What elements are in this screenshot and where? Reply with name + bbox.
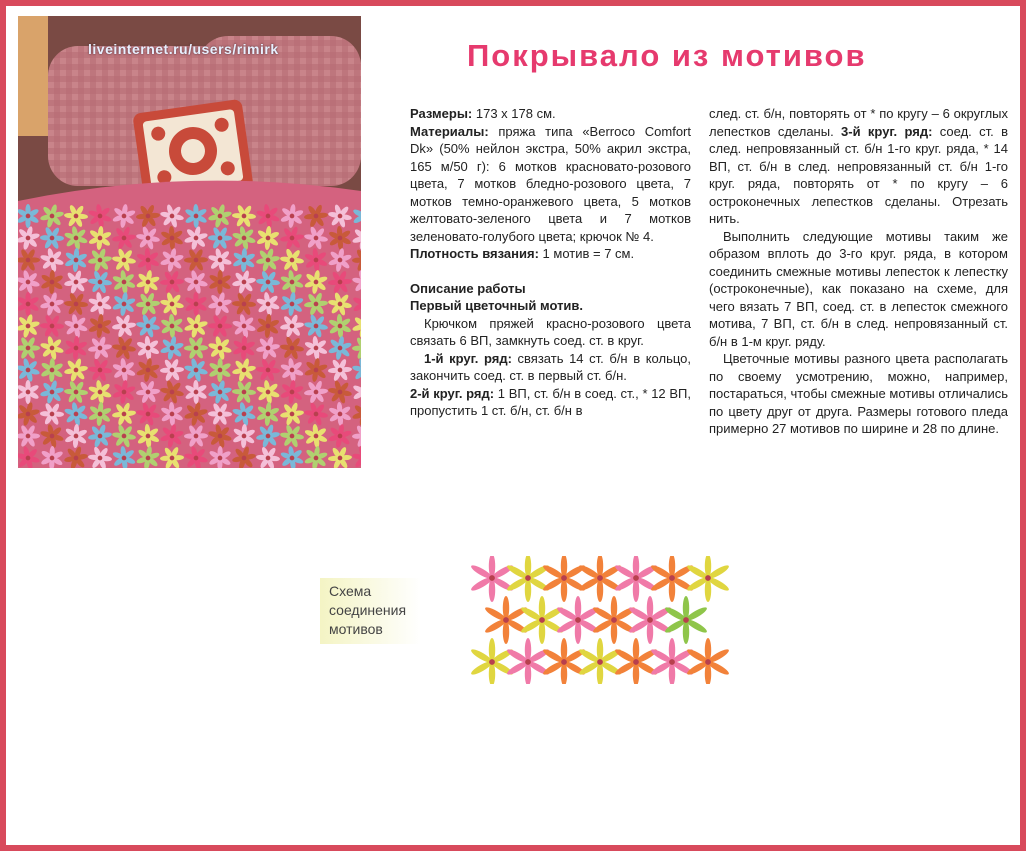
next-motifs-paragraph: Выполнить следующие мотивы таким же образом вплоть до 3-го круг. ряда, в котором соединить смежные мотивы лепесток к лепестку (остроконечные), как показано на схеме, для чего вязать 7 ВП, соед. ст. в лепесток смежного мотива, 7 ВП, ст. б/н в след. непровязанный ст. б/н в 1-м круг. ряду. [709, 228, 1008, 349]
scheme-motif [484, 596, 529, 644]
scheme-motif [520, 596, 565, 644]
scheme-label-line1: Схема [329, 583, 372, 599]
scheme-label-box [320, 578, 432, 644]
scheme-label-line3: мотивов [329, 621, 383, 637]
scheme-motif [650, 638, 695, 684]
row2-text: 1 ВП, ст. б/н в соед. ст., * 12 ВП, пропустить 1 ст. б/н, ст. б/н в [410, 385, 691, 418]
motif-joining-scheme [468, 556, 734, 684]
size-value: 173 х 178 см. [472, 106, 556, 121]
size-paragraph [410, 105, 691, 123]
text-column-right [709, 105, 1008, 438]
watermark-text: liveinternet.ru/users/rimirk [88, 41, 279, 57]
scheme-motif [506, 556, 551, 602]
scheme-label-line2: соединения [329, 602, 407, 618]
text-column-left [410, 105, 691, 420]
materials-value: пряжа типа «Berroco Comfort Dk» (50% нейлон экстра, 50% акрил экстра, 165 м/50 г): 6 мотков красновато-розового цвета, 7 мотков бледно-розового цвета, 7 мотков темно-оранжевого цвета, 5 мотков желтовато-зеленого цвета и 7 мотков зеленовато-голубого цвета; крючок № 4. [410, 123, 691, 244]
bedspread-photo-image [18, 16, 361, 468]
scheme-motif [686, 556, 731, 602]
scheme-motif [650, 556, 695, 602]
row2-continuation: след. ст. б/н, повторять от * по кругу – 6 округлых лепестков сделаны. [709, 106, 1008, 139]
materials-paragraph [410, 123, 691, 246]
scheme-motif [664, 596, 709, 644]
row2-continuation-paragraph [709, 105, 1008, 228]
scheme-motif [470, 556, 515, 602]
density-value: 1 мотив = 7 см. [538, 246, 635, 261]
scheme-motif [628, 596, 673, 644]
row3-text: соед. ст. в след. непровязанный ст. б/н 1-го круг. ряда, * 14 ВП, ст. б/н в след. непровязанный ст. б/н 1-го круг. ряда, повторять от * по кругу – 6 остроконечных лепестков сделаны. Отрезать нить. [709, 123, 1008, 226]
start-paragraph: Крючком пряжей красно-розового цвета связать 6 ВП, замкнуть соед. ст. в круг. [410, 315, 691, 348]
scheme-motif [506, 638, 551, 684]
description-heading: Описание работы [410, 280, 526, 296]
row2-paragraph [410, 385, 691, 420]
row1-label: 1-й круг. ряд: [424, 350, 512, 366]
scheme-motif [542, 638, 587, 684]
scheme-motif [542, 556, 587, 602]
density-paragraph [410, 245, 691, 263]
scheme-motif [556, 596, 601, 644]
size-label: Размеры: [410, 106, 473, 121]
bedspread-photo [18, 16, 361, 468]
scheme-motif [578, 638, 623, 684]
scheme-motif [578, 556, 623, 602]
scheme-motif [614, 556, 659, 602]
scheme-motif [592, 596, 637, 644]
density-label: Плотность вязания: [410, 246, 539, 261]
row1-paragraph [410, 350, 691, 385]
motif-heading: Первый цветочный мотив. [410, 298, 584, 313]
scheme-motif [470, 638, 515, 684]
materials-label: Материалы: [410, 123, 489, 139]
row3-label: 3-й круг. ряд: [841, 123, 933, 139]
scheme-motif [686, 638, 731, 684]
row1-text: связать 14 ст. б/н в кольцо, закончить соед. ст. в первый ст. б/н. [410, 350, 691, 383]
colors-paragraph: Цветочные мотивы разного цвета располагать по своему усмотрению, можно, например, постараться, чтобы смежные мотивы отличались по цвету друг от друга. Размеры готового пледа примерно 27 мотивов по ширине и 28 по длине. [709, 351, 1008, 436]
scheme-motif [614, 638, 659, 684]
row2-label: 2-й круг. ряд: [410, 385, 495, 401]
page-title: Покрывало из мотивов [467, 38, 867, 73]
